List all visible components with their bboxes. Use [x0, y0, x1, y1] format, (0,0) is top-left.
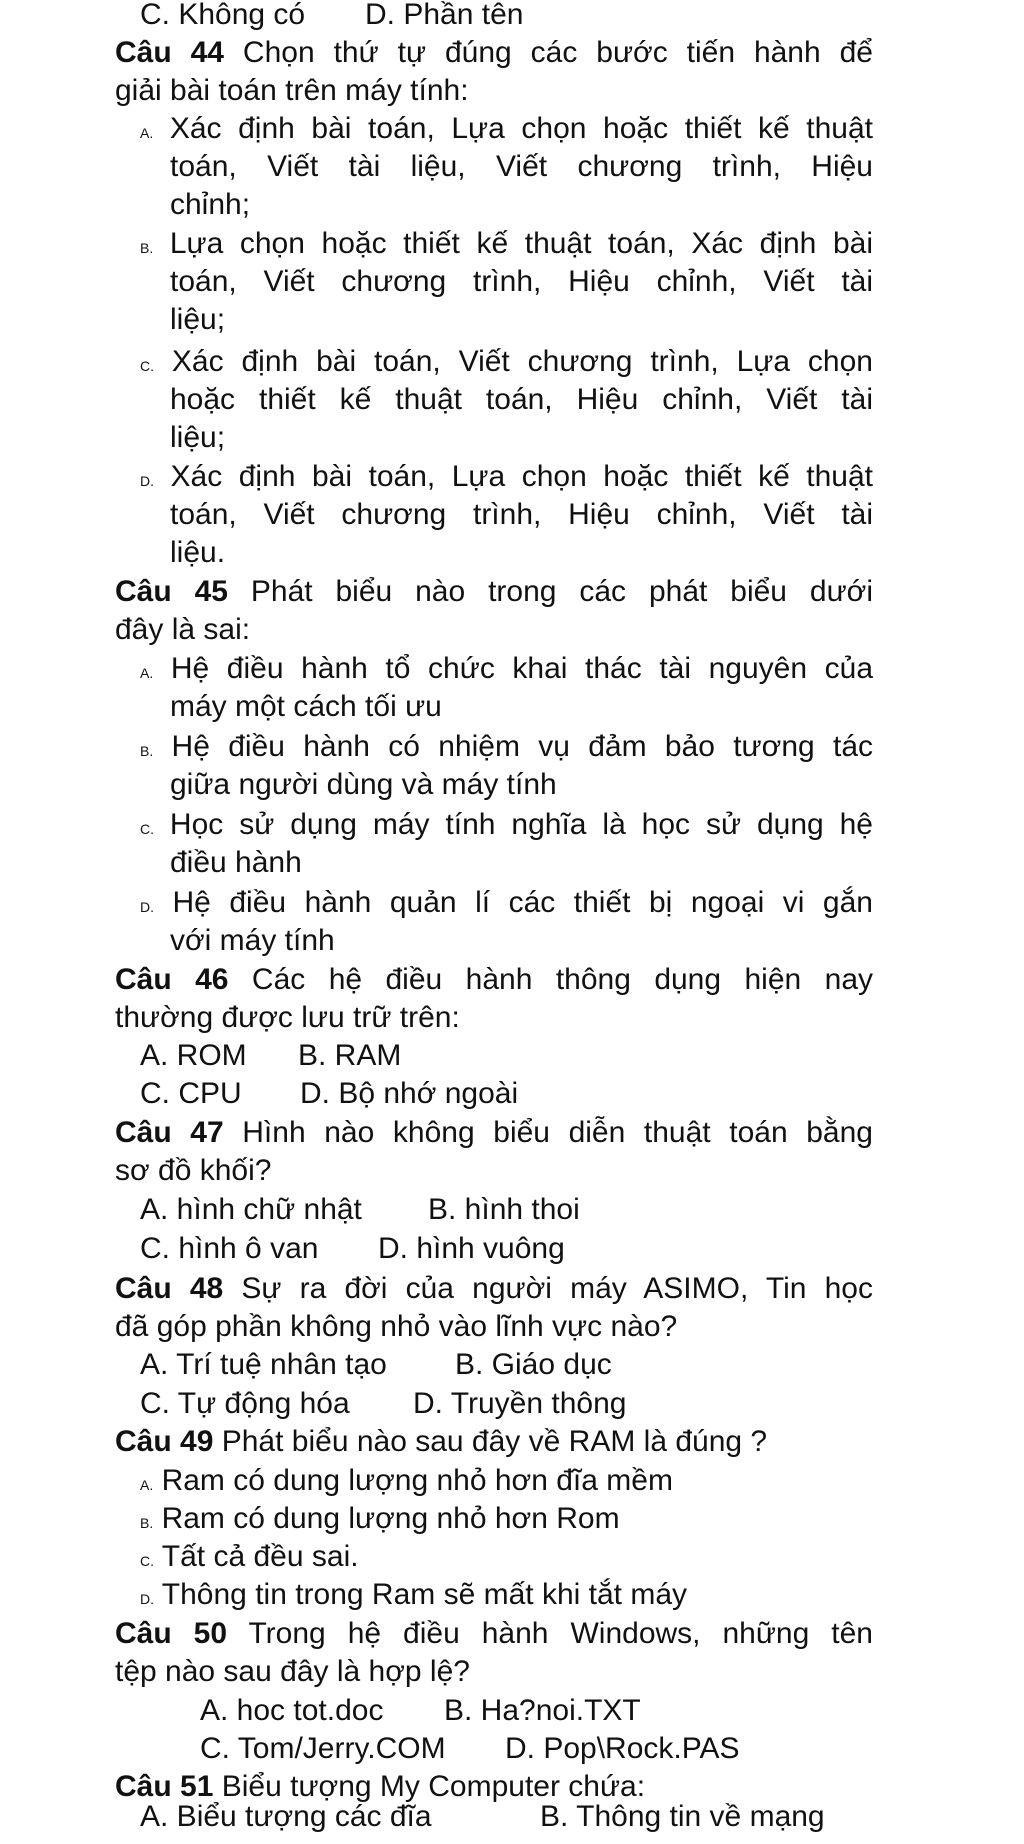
q45-option-d: D. Hệ điều hành quản lí các thiết bị ngoại vi gắn [140, 886, 873, 919]
q45-stem-line-2: đây là sai: [115, 613, 251, 646]
q44-option-a: A. Xác định bài toán, Lựa chọn hoặc thiết kế thuật [140, 112, 873, 145]
q44-option-b: B. Lựa chọn hoặc thiết kế thuật toán, Xác định bài [140, 227, 873, 260]
q50-option-c: C. Tom/Jerry.COM [200, 1732, 446, 1765]
q45-stem-line-1: Câu 45 Phát biểu nào trong các phát biểu dưới [115, 575, 873, 608]
q47-label: Câu 47 [115, 1116, 224, 1149]
q43-option-c: C. Không có [140, 0, 306, 31]
q51-stem: Câu 51 Biểu tượng My Computer chứa: [115, 1770, 646, 1803]
q48-option-c: C. Tự động hóa [140, 1387, 350, 1420]
q44-option-d-line-2: toán, Viết chương trình, Hiệu chỉnh, Viết tài [170, 498, 873, 531]
q49-label: Câu 49 [115, 1425, 214, 1458]
q44-option-b-line-3: liệu; [170, 303, 226, 336]
q44-stem-line-1: Câu 44 Chọn thứ tự đúng các bước tiến hành để [115, 36, 873, 69]
q47-stem-line-1: Câu 47 Hình nào không biểu diễn thuật toán bằng [115, 1116, 873, 1149]
q48-stem-line-2: đã góp phần không nhỏ vào lĩnh vực nào? [115, 1310, 678, 1343]
q44-option-a-line-3: chỉnh; [170, 188, 251, 221]
q49-option-d: D. Thông tin trong Ram sẽ mất khi tắt máy [140, 1578, 688, 1611]
q46-label: Câu 46 [115, 963, 229, 996]
q46-option-a: A. ROM [140, 1039, 247, 1072]
q45-option-a: A. Hệ điều hành tổ chức khai thác tài nguyên của [140, 652, 874, 685]
q44-option-c-line-3: liệu; [170, 421, 226, 454]
q48-stem-line-1: Câu 48 Sự ra đời của người máy ASIMO, Tin học [115, 1272, 873, 1305]
q45-label: Câu 45 [115, 575, 228, 608]
q51-option-b-cut: B. Thông tin về mạng [540, 1800, 825, 1833]
q44-option-b-line-2: toán, Viết chương trình, Hiệu chỉnh, Viết tài [170, 265, 873, 298]
q47-option-d: D. hình vuông [378, 1232, 565, 1265]
q47-option-b: B. hình thoi [428, 1193, 580, 1226]
q44-stem-line-2: giải bài toán trên máy tính: [115, 74, 469, 107]
q44-option-c: C. Xác định bài toán, Viết chương trình, Lựa chọn [140, 345, 873, 378]
q45-option-c: C. Học sử dụng máy tính nghĩa là học sử dụng hệ [140, 808, 873, 841]
q49-stem: Câu 49 Phát biểu nào sau đây về RAM là đúng ? [115, 1425, 768, 1458]
q45-option-d-line-2: với máy tính [170, 924, 335, 957]
q51-label: Câu 51 [115, 1770, 214, 1803]
q43-option-d: D. Phần tên [365, 0, 524, 31]
q44-label: Câu 44 [115, 36, 224, 69]
q45-option-a-line-2: máy một cách tối ưu [170, 690, 442, 723]
q46-stem-line-1: Câu 46 Các hệ điều hành thông dụng hiện nay [115, 963, 873, 996]
q50-option-d: D. Pop\Rock.PAS [505, 1732, 740, 1765]
q44-option-d-line-3: liệu. [170, 536, 226, 569]
q50-option-a: A. hoc tot.doc [200, 1694, 384, 1727]
q51-option-a-cut: A. Biểu tượng các đĩa [140, 1800, 432, 1833]
q50-stem-line-1: Câu 50 Trong hệ điều hành Windows, những tên [115, 1617, 873, 1650]
q47-stem-line-2: sơ đồ khối? [115, 1154, 272, 1187]
q48-label: Câu 48 [115, 1272, 224, 1305]
q49-option-c: C. Tất cả đều sai. [140, 1540, 359, 1573]
q47-option-c: C. hình ô van [140, 1232, 319, 1265]
q46-option-c: C. CPU [140, 1077, 242, 1110]
q49-option-b: B. Ram có dung lượng nhỏ hơn Rom [140, 1502, 620, 1535]
q44-option-a-line-2: toán, Viết tài liệu, Viết chương trình, Hiệu [170, 150, 873, 183]
q48-option-b: B. Giáo dục [455, 1348, 612, 1381]
q48-option-d: D. Truyền thông [413, 1387, 627, 1420]
q44-option-c-line-2: hoặc thiết kế thuật toán, Hiệu chỉnh, Viết tài [170, 383, 873, 416]
q45-option-b: B. Hệ điều hành có nhiệm vụ đảm bảo tương tác [140, 730, 874, 763]
q50-stem-line-2: tệp nào sau đây là hợp lệ? [115, 1655, 470, 1688]
q45-option-c-line-2: điều hành [170, 846, 302, 879]
q50-option-b: B. Ha?noi.TXT [444, 1694, 641, 1727]
q44-option-d: D. Xác định bài toán, Lựa chọn hoặc thiết kế thuật [140, 460, 873, 493]
q48-option-a: A. Trí tuệ nhân tạo [140, 1348, 387, 1381]
q47-option-a: A. hình chữ nhật [140, 1193, 362, 1226]
q45-option-b-line-2: giữa người dùng và máy tính [170, 768, 557, 801]
q50-label: Câu 50 [115, 1617, 228, 1650]
q46-option-b: B. RAM [298, 1039, 402, 1072]
q49-option-a: A. Ram có dung lượng nhỏ hơn đĩa mềm [140, 1464, 673, 1497]
q46-stem-line-2: thường được lưu trữ trên: [115, 1001, 460, 1034]
q46-option-d: D. Bộ nhớ ngoài [300, 1077, 519, 1110]
